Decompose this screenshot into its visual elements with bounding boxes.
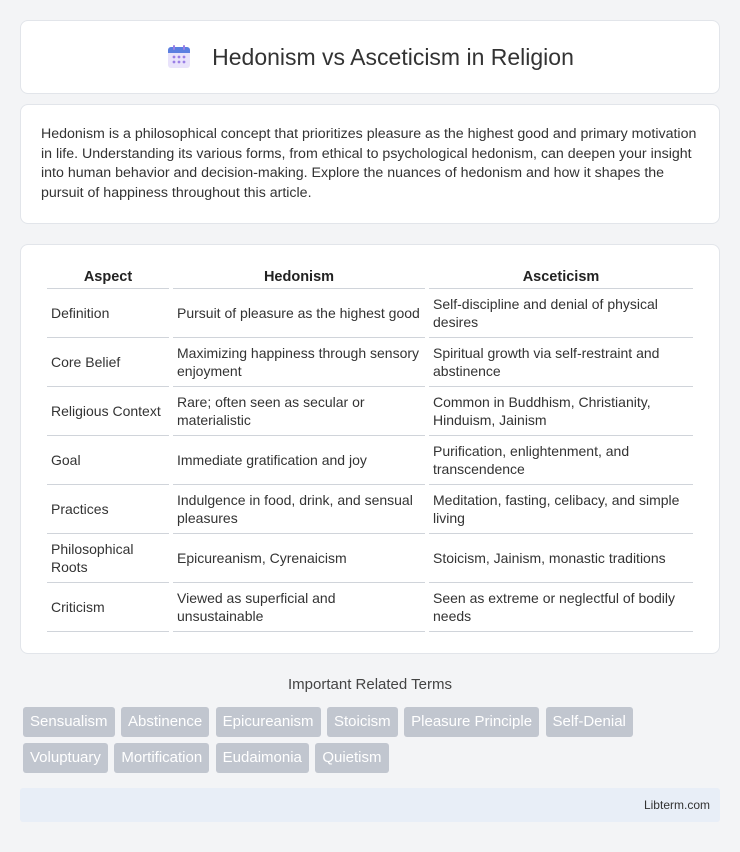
header-card (20, 20, 720, 94)
footer-site-link[interactable]: Libterm.com (643, 798, 710, 812)
comparison-table-card (20, 244, 720, 654)
cell-hedonism: Immediate gratification and joy (173, 436, 425, 485)
cell-aspect: Religious Context (47, 387, 169, 436)
cell-asceticism: Spiritual growth via self-restraint and abstinence (429, 338, 693, 387)
cell-hedonism: Pursuit of pleasure as the highest good (173, 289, 425, 338)
intro-text: Hedonism is a philosophical concept that prioritizes pleasure as the highest good and primary motivation in life. Understanding its various forms, from ethical to psychological hedonism, can deepen your insight into human behavior and decision-making. Explore the nuances of hedonism and how it shapes the pursuit of happiness throughout this article. (41, 126, 697, 201)
footer (20, 788, 720, 822)
tag-eudaimonia[interactable]: Eudaimonia (216, 743, 309, 773)
cell-aspect: Philosophical Roots (47, 534, 169, 583)
cell-hedonism: Indulgence in food, drink, and sensual pleasures (173, 485, 425, 534)
cell-aspect: Criticism (47, 583, 169, 632)
cell-asceticism: Common in Buddhism, Christianity, Hinduism, Jainism (429, 387, 693, 436)
cell-asceticism: Seen as extreme or neglectful of bodily needs (429, 583, 693, 632)
page-title: Hedonism vs Asceticism in Religion (212, 43, 574, 70)
intro-card (20, 104, 720, 224)
tag-voluptuary[interactable]: Voluptuary (23, 743, 108, 773)
tag-quietism[interactable]: Quietism (315, 743, 388, 773)
cell-hedonism: Epicureanism, Cyrenaicism (173, 534, 425, 583)
table-header-row (47, 267, 693, 289)
header-aspect: Aspect (47, 267, 169, 289)
cell-aspect: Goal (47, 436, 169, 485)
cell-hedonism: Viewed as superficial and unsustainable (173, 583, 425, 632)
tag-sensualism[interactable]: Sensualism (23, 707, 115, 737)
table-row (47, 583, 693, 632)
cell-aspect: Core Belief (47, 338, 169, 387)
tag-epicureanism[interactable]: Epicureanism (216, 707, 321, 737)
header-hedonism: Hedonism (173, 267, 425, 289)
tag-self-denial[interactable]: Self-Denial (546, 707, 633, 737)
table-row (47, 387, 693, 436)
tag-pleasure-principle[interactable]: Pleasure Principle (404, 707, 539, 737)
table-row (47, 436, 693, 485)
cell-asceticism: Self-discipline and denial of physical desires (429, 289, 693, 338)
cell-hedonism: Rare; often seen as secular or materialistic (173, 387, 425, 436)
table-row (47, 534, 693, 583)
table-row (47, 485, 693, 534)
tag-mortification[interactable]: Mortification (114, 743, 209, 773)
cell-aspect: Practices (47, 485, 169, 534)
tag-stoicism[interactable]: Stoicism (327, 707, 398, 737)
header-asceticism: Asceticism (429, 267, 693, 289)
cell-asceticism: Stoicism, Jainism, monastic traditions (429, 534, 693, 583)
cell-aspect: Definition (47, 289, 169, 338)
table-row (47, 338, 693, 387)
related-terms-list (23, 707, 723, 779)
comparison-table (43, 267, 697, 632)
calendar-grid-icon (166, 44, 192, 70)
related-terms-title: Important Related Terms (288, 676, 452, 693)
cell-asceticism: Purification, enlightenment, and transcendence (429, 436, 693, 485)
tag-abstinence[interactable]: Abstinence (121, 707, 209, 737)
table-row (47, 289, 693, 338)
cell-hedonism: Maximizing happiness through sensory enjoyment (173, 338, 425, 387)
cell-asceticism: Meditation, fasting, celibacy, and simple living (429, 485, 693, 534)
